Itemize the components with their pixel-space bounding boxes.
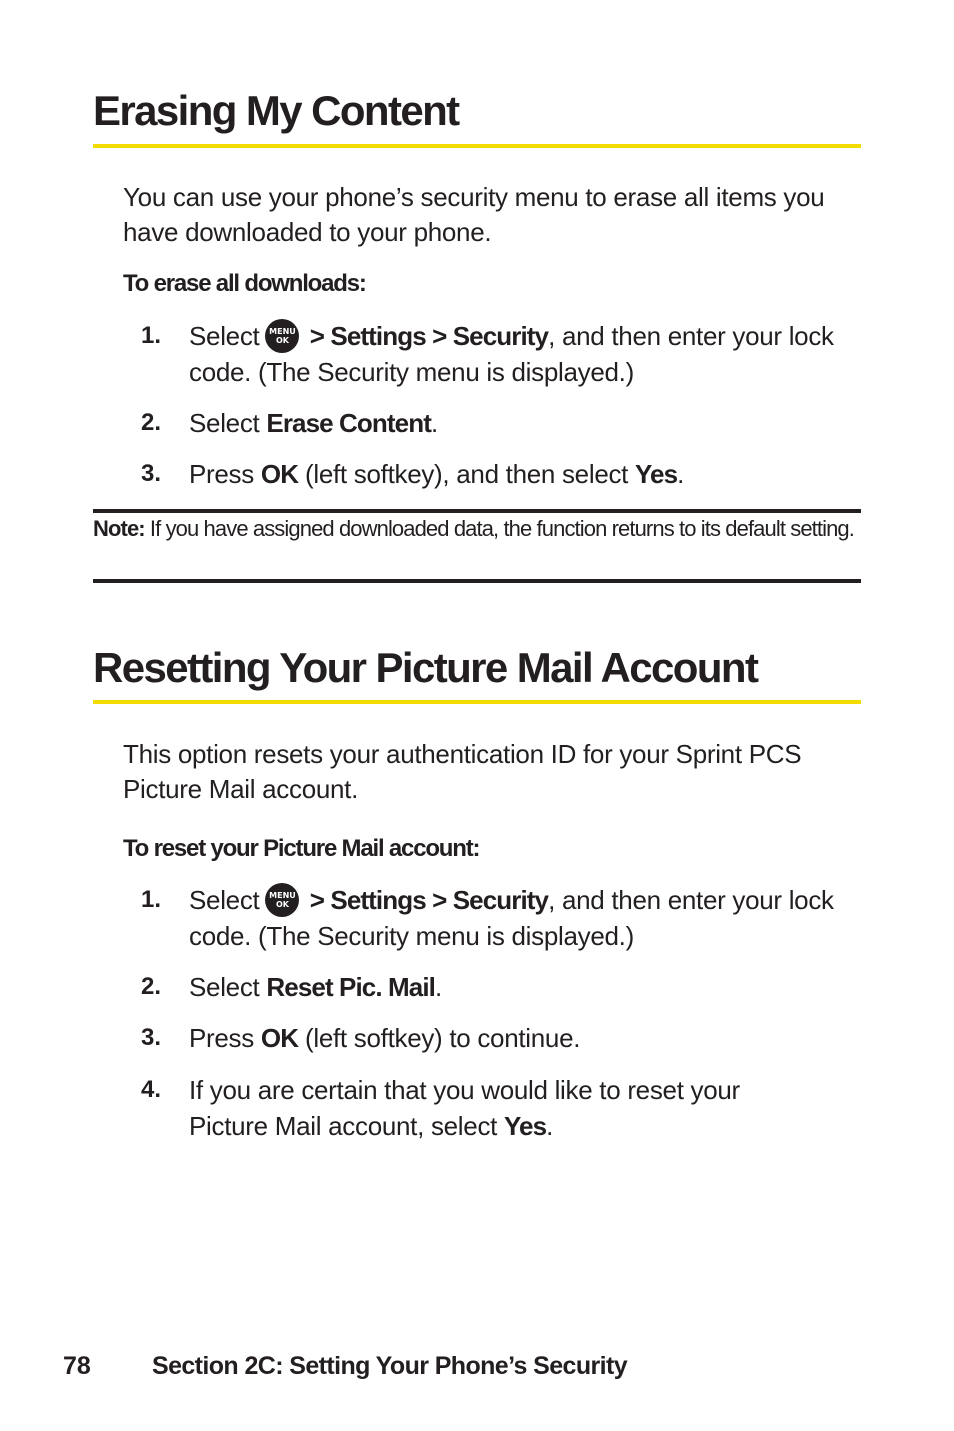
title-underline <box>93 144 861 148</box>
step-number: 4. <box>141 1076 162 1103</box>
step-text: Select MENU OK > Settings > Security, and then enter your lock code. (The Security menu is displayed.) <box>189 885 834 951</box>
step-number: 1. <box>141 886 162 913</box>
running-footer-section-title: Section 2C: Setting Your Phone’s Security <box>152 1352 628 1380</box>
menu-path-security: Security <box>452 885 549 915</box>
procedure-heading: To erase all downloads: <box>123 270 366 297</box>
note-label: Note: <box>93 516 145 541</box>
step-number: 2. <box>141 973 162 1000</box>
note-box <box>93 514 863 544</box>
intro-paragraph: This option resets your authentication ID for your Sprint PCS Picture Mail account. <box>123 739 802 804</box>
step-text: If you are certain that you would like to reset your Picture Mail account, select Yes. <box>189 1075 740 1141</box>
step-text: Select MENU OK > Settings > Security, and then enter your lock code. (The Security menu is displayed.) <box>189 321 834 387</box>
menu-path-settings: Settings <box>330 885 426 915</box>
option-yes: Yes <box>504 1111 547 1141</box>
step-text: Press OK (left softkey), and then select Yes. <box>189 459 685 489</box>
menu-path-settings: Settings <box>330 321 426 351</box>
intro-paragraph: You can use your phone’s security menu to erase all items you have downloaded to your phone. <box>123 182 825 247</box>
step-number: 3. <box>141 1024 162 1051</box>
menu-path-security: Security <box>452 321 549 351</box>
step-number: 2. <box>141 409 162 436</box>
step-number: 1. <box>141 322 162 349</box>
note-bottom-rule <box>93 579 861 583</box>
step-text: Select Erase Content. <box>189 408 438 438</box>
key-ok: OK <box>260 1023 299 1053</box>
note-text: If you have assigned downloaded data, the function returns to its default setting. <box>144 516 854 541</box>
note-top-rule <box>93 509 861 513</box>
menu-item-erase-content: Erase Content <box>266 408 431 438</box>
menu-item-reset-pic-mail: Reset Pic. Mail <box>266 972 435 1002</box>
step-number: 3. <box>141 460 162 487</box>
page-number: 78 <box>63 1352 91 1380</box>
section-title-erasing-content: Erasing My Content <box>93 87 459 134</box>
procedure-heading: To reset your Picture Mail account: <box>123 835 480 862</box>
step-text: Select Reset Pic. Mail. <box>189 972 442 1002</box>
step-text: Press OK (left softkey) to continue. <box>189 1023 581 1053</box>
menu-ok-key-icon: MENU OK <box>265 319 299 353</box>
section-title-resetting-picture-mail: Resetting Your Picture Mail Account <box>93 644 758 691</box>
option-yes: Yes <box>635 459 678 489</box>
menu-ok-key-icon: MENU OK <box>265 883 299 917</box>
key-ok: OK <box>260 459 299 489</box>
title-underline <box>93 700 861 704</box>
